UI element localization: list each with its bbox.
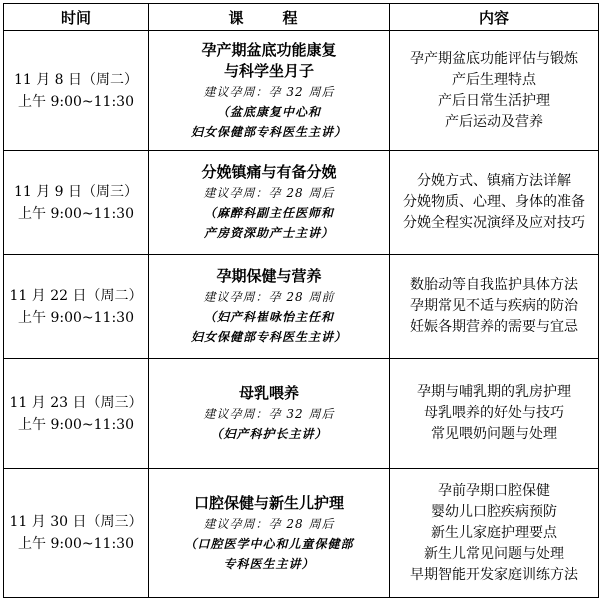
lecturer: 专科医生主讲）	[223, 556, 315, 571]
content-cell	[390, 31, 599, 151]
course-cell	[149, 255, 390, 359]
session-time: 上午 9:00~11:30	[18, 536, 134, 552]
content-item: 母乳喂养的好处与技巧	[424, 405, 564, 421]
table-row	[4, 359, 599, 469]
content-item: 孕期与哺乳期的乳房护理	[417, 384, 571, 400]
suggested-week: 建议孕周：孕 32 周后	[203, 84, 335, 99]
course-schedule-table	[3, 3, 599, 598]
content-item: 早期智能开发家庭训练方法	[410, 566, 578, 583]
suggested-week: 建议孕周：孕 28 周后	[203, 516, 335, 531]
content-item: 婴幼儿口腔疾病预防	[431, 503, 557, 520]
content-cell	[390, 255, 599, 359]
content-item: 数胎动等自我监护具体方法	[410, 277, 578, 293]
lecturer: 妇女保健部专科医生主讲）	[190, 124, 347, 139]
lecturer: （妇产科护长主讲）	[210, 427, 328, 441]
content-cell	[390, 151, 599, 255]
time-cell	[4, 31, 149, 151]
course-cell	[149, 151, 390, 255]
table-row	[4, 31, 599, 151]
header-course-label: 课 程	[228, 8, 310, 27]
lecturer: 妇女保健部专科医生主讲）	[190, 330, 347, 344]
content-item: 产后日常生活护理	[438, 92, 550, 109]
content-item: 分娩方式、镇痛方法详解	[417, 173, 571, 189]
header-time: 时间	[4, 4, 149, 31]
session-date: 11 月 22 日（周二）	[9, 287, 143, 304]
session-date: 11 月 30 日（周三）	[9, 514, 143, 530]
lecturer: （麻醉科副主任医师和	[203, 206, 334, 220]
suggested-week: 建议孕周：孕 28 周前	[203, 290, 335, 304]
session-date: 11 月 8 日（周二）	[13, 71, 139, 88]
time-cell	[4, 469, 149, 598]
course-title: 孕产期盆底功能康复	[201, 40, 337, 59]
content-cell	[390, 469, 599, 598]
table-row	[4, 151, 599, 255]
header-course	[149, 4, 390, 31]
session-date: 11 月 23 日（周三）	[9, 394, 143, 411]
session-time: 上午 9:00~11:30	[18, 309, 134, 326]
content-cell	[390, 359, 599, 469]
session-time: 上午 9:00~11:30	[18, 93, 134, 110]
content-item: 分娩全程实况演绎及应对技巧	[403, 215, 585, 231]
session-date: 11 月 9 日（周三）	[13, 183, 139, 200]
lecturer: 产房资深助产士主讲）	[203, 226, 334, 240]
content-item: 常见喂奶问题与处理	[431, 426, 557, 442]
suggested-week: 建议孕周：孕 28 周后	[203, 186, 335, 200]
content-item: 孕期常见不适与疾病的防治	[410, 298, 578, 314]
time-cell	[4, 151, 149, 255]
header-content: 内容	[390, 4, 599, 31]
content-item: 新生儿常见问题与处理	[424, 545, 564, 562]
course-title: 分娩镇痛与有备分娩	[201, 163, 337, 181]
course-title: 口腔保健与新生儿护理	[193, 493, 344, 512]
course-cell	[149, 31, 390, 151]
content-item: 妊娠各期营养的需要与宜忌	[410, 319, 578, 335]
course-title: 与科学坐月子	[223, 61, 314, 80]
course-title: 母乳喂养	[238, 384, 299, 402]
table-row	[4, 469, 599, 598]
time-cell	[4, 255, 149, 359]
header-row	[4, 4, 599, 31]
content-item: 新生儿家庭护理要点	[431, 524, 557, 541]
session-time: 上午 9:00~11:30	[18, 205, 134, 222]
content-item: 产后生理特点	[452, 71, 536, 88]
content-item: 分娩物质、心理、身体的准备	[403, 194, 585, 210]
time-cell	[4, 359, 149, 469]
course-cell	[149, 469, 390, 598]
session-time: 上午 9:00~11:30	[18, 416, 134, 433]
lecturer: （妇产科崔咏怡主任和	[203, 310, 334, 324]
lecturer: （口腔医学中心和儿童保健部	[184, 536, 354, 551]
table-row	[4, 255, 599, 359]
lecturer: （盆底康复中心和	[216, 104, 321, 119]
course-title: 孕期保健与营养	[216, 267, 322, 285]
content-item: 孕产期盆底功能评估与锻炼	[410, 50, 578, 67]
content-item: 孕前孕期口腔保健	[438, 482, 550, 499]
content-item: 产后运动及营养	[445, 113, 543, 130]
course-cell	[149, 359, 390, 469]
suggested-week: 建议孕周：孕 32 周后	[203, 407, 335, 421]
